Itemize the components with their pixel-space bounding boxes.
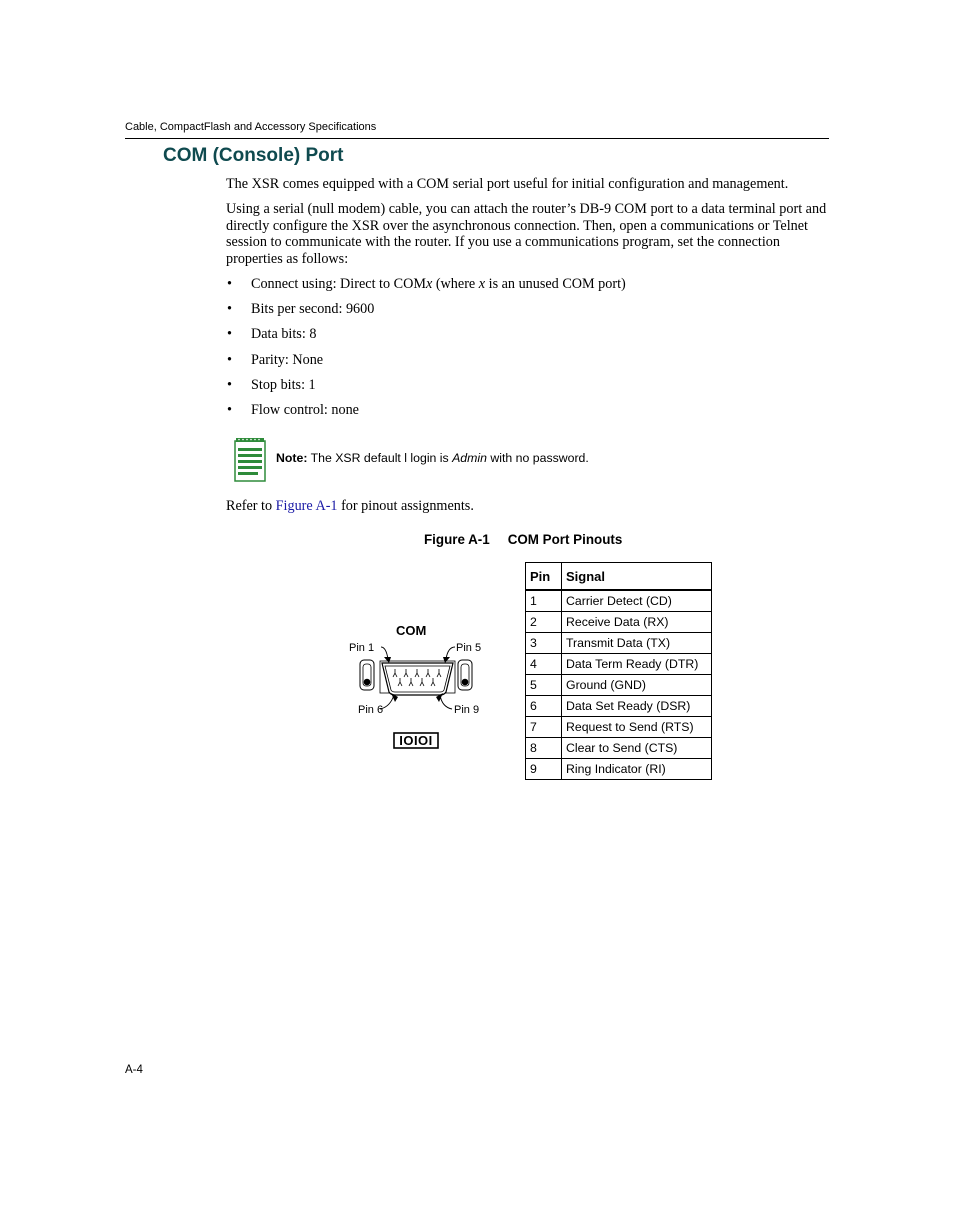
running-header: Cable, CompactFlash and Accessory Specifications [125,121,377,133]
bullet-glyph: • [227,276,232,292]
table-row: 4 Data Term Ready (DTR) [526,654,712,675]
table-row: 1 Carrier Detect (CD) [526,590,712,612]
table-row: 7 Request to Send (RTS) [526,717,712,738]
pin6-label: Pin 6 [358,704,384,716]
bullet-glyph: • [227,351,232,368]
bullet-glyph: • [227,301,232,318]
com-label: COM [396,623,427,638]
notepad-icon [234,438,266,482]
refer-line: Refer to Figure A-1 for pinout assignments. [226,498,474,514]
page-number: A-4 [125,1064,143,1076]
figure-link[interactable]: Figure A-1 [275,498,338,514]
header-signal: Signal [562,563,712,591]
note-text: Note: The XSR default l login is Admin with no password. [276,451,589,465]
bullet-glyph: • [227,326,232,343]
connection-settings-list [226,276,626,427]
header-rule [125,138,829,139]
pin1-label: Pin 1 [349,642,375,654]
db9-connector-diagram [340,615,490,755]
pin9-label: Pin 9 [454,704,480,716]
table-row: 6 Data Set Ready (DSR) [526,696,712,717]
bullet-glyph: • [227,401,232,418]
table-header-row [526,563,712,591]
intro-paragraph: The XSR comes equipped with a COM serial port useful for initial configuration and management. [226,176,789,192]
figure-title: COM Port Pinouts [507,532,623,547]
section-title: COM (Console) Port [163,145,344,166]
list-item: • Bits per second: 9600 [227,301,375,318]
list-item: • Parity: None [227,351,324,368]
table-row: 9 Ring Indicator (RI) [526,759,712,780]
list-item: • Data bits: 8 [227,326,317,343]
serial-symbol: IOIOI [399,733,433,748]
figure-number: Figure A-1 [424,532,490,547]
list-item: • Connect using: Direct to COMx (where x is an unused COM port) [227,276,626,292]
header-pin: Pin [526,563,562,591]
list-item: • Stop bits: 1 [227,376,316,393]
pinout-table [525,562,712,780]
pin5-label: Pin 5 [456,642,482,654]
table-row: 8 Clear to Send (CTS) [526,738,712,759]
table-row: 5 Ground (GND) [526,675,712,696]
table-row: 2 Receive Data (RX) [526,612,712,633]
connection-paragraph: Using a serial (null modem) cable, you can attach the router’s DB-9 COM port to a data terminal port and directly configure the XSR over the asynchronous connection. Then, open a communications or Telnet session to communicate with the router. If you use a communications program, set the connection properties as follows: [226,201,827,267]
table-row: 3 Transmit Data (TX) [526,633,712,654]
list-item: • Flow control: none [227,401,359,418]
bullet-glyph: • [227,376,232,393]
figure-caption [424,532,622,547]
